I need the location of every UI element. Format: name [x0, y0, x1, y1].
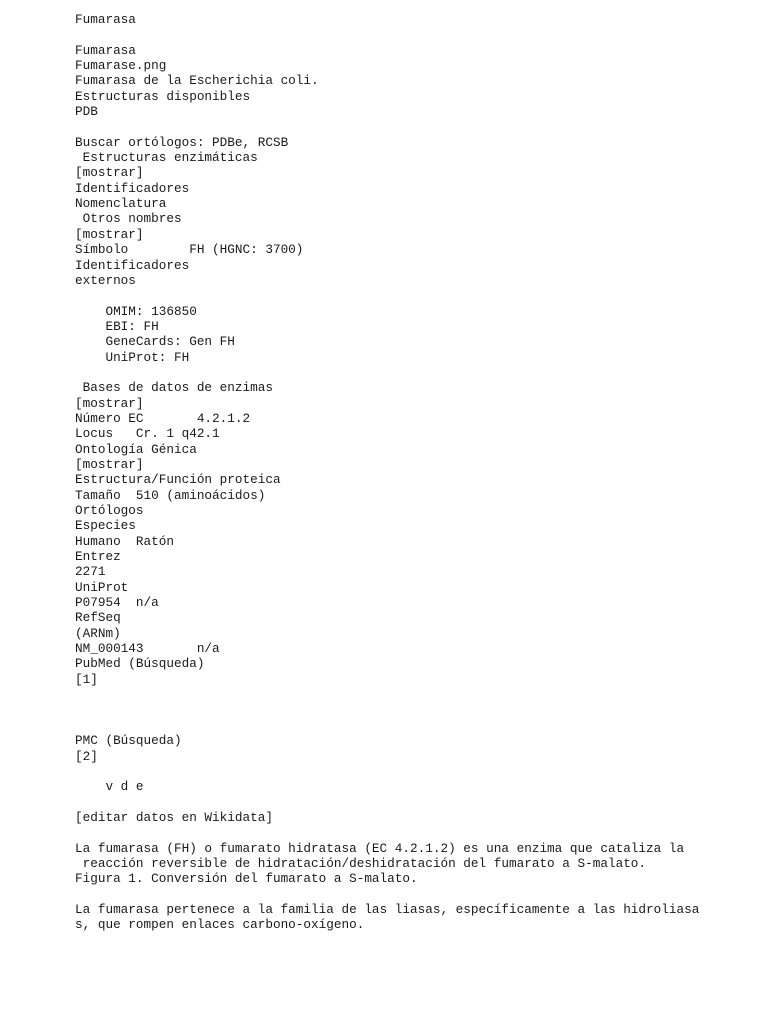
entrez-value[interactable]: 2271: [75, 564, 106, 580]
gene-ontology-heading: Ontología Génica: [75, 441, 197, 457]
entrez-label: Entrez: [75, 549, 121, 565]
enzyme-databases-heading: Bases de datos de enzimas: [75, 380, 273, 396]
external-identifiers-heading-cont: externos: [75, 272, 136, 288]
template-links-vde[interactable]: v d e: [75, 779, 144, 795]
identifiers-heading: Identificadores: [75, 180, 190, 196]
enzyme-structures-heading: Estructuras enzimáticas: [75, 150, 258, 166]
intro-paragraph-line-1: La fumarasa (FH) o fumarato hidratasa (EC 4.2.1.2) es una enzima que cataliza la: [75, 840, 685, 856]
pubmed-ref[interactable]: [1]: [75, 671, 98, 687]
ec-number-row: Número EC 4.2.1.2: [75, 410, 251, 426]
show-toggle-link[interactable]: [mostrar]: [75, 226, 144, 242]
blank-line: [75, 825, 755, 840]
image-caption: Fumarasa de la Escherichia coli.: [75, 73, 319, 89]
species-heading: Especies: [75, 518, 136, 534]
blank-line: [75, 27, 755, 42]
uniprot-link[interactable]: UniProt: FH: [75, 349, 190, 365]
blank-line: [75, 795, 755, 810]
refseq-value-row[interactable]: NM_000143 n/a: [75, 641, 220, 657]
orthologs-heading: Ortólogos: [75, 503, 144, 518]
pmc-ref[interactable]: [2]: [75, 748, 98, 764]
locus-row: Locus Cr. 1 q42.1: [75, 426, 220, 442]
size-row: Tamaño 510 (aminoácidos): [75, 487, 266, 503]
refseq-label: RefSeq: [75, 610, 121, 626]
infobox-title: Fumarasa: [75, 42, 136, 58]
pmc-label[interactable]: PMC (Búsqueda): [75, 733, 182, 749]
external-identifiers-heading: Identificadores: [75, 257, 190, 273]
family-paragraph-line-1: La fumarasa pertenece a la familia de las liasas, específicamente a las hidroliasa: [75, 901, 700, 917]
page-title: Fumarasa: [75, 12, 136, 27]
uniprot-label: UniProt: [75, 579, 129, 595]
blank-line: [75, 365, 755, 380]
blank-line: [75, 687, 755, 702]
uniprot-value-row[interactable]: P07954 n/a: [75, 595, 159, 611]
show-toggle-link[interactable]: [mostrar]: [75, 456, 144, 472]
other-names-heading: Otros nombres: [75, 211, 182, 227]
blank-line: [75, 119, 755, 134]
figure-caption: Figura 1. Conversión del fumarato a S-malato.: [75, 871, 418, 887]
species-row: Humano Ratón: [75, 533, 174, 549]
blank-line: [75, 764, 755, 779]
blank-line: [75, 702, 755, 717]
document-body: [75, 12, 755, 933]
show-toggle-link[interactable]: [mostrar]: [75, 395, 144, 411]
ortholog-search-line[interactable]: Buscar ortólogos: PDBe, RCSB: [75, 134, 289, 150]
omim-link[interactable]: OMIM: 136850: [75, 303, 197, 319]
edit-wikidata-link[interactable]: [editar datos en Wikidata]: [75, 809, 273, 825]
ebi-link[interactable]: EBI: FH: [75, 318, 159, 334]
structures-heading: Estructuras disponibles: [75, 88, 251, 104]
pdb-link[interactable]: PDB: [75, 104, 98, 120]
structure-function-heading: Estructura/Función proteica: [75, 472, 281, 488]
show-toggle-link[interactable]: [mostrar]: [75, 165, 144, 181]
blank-line: [75, 718, 755, 733]
image-filename: Fumarase.png: [75, 58, 167, 74]
pubmed-label[interactable]: PubMed (Búsqueda): [75, 656, 205, 672]
nomenclature-heading: Nomenclatura: [75, 196, 167, 212]
refseq-sublabel: (ARNm): [75, 625, 121, 641]
blank-line: [75, 288, 755, 303]
family-paragraph-line-2: s, que rompen enlaces carbono-oxígeno.: [75, 917, 365, 933]
genecards-link[interactable]: GeneCards: Gen FH: [75, 334, 235, 350]
symbol-row: Símbolo FH (HGNC: 3700): [75, 242, 304, 258]
blank-line: [75, 887, 755, 902]
intro-paragraph-line-2: reacción reversible de hidratación/deshidratación del fumarato a S-malato.: [75, 855, 647, 871]
